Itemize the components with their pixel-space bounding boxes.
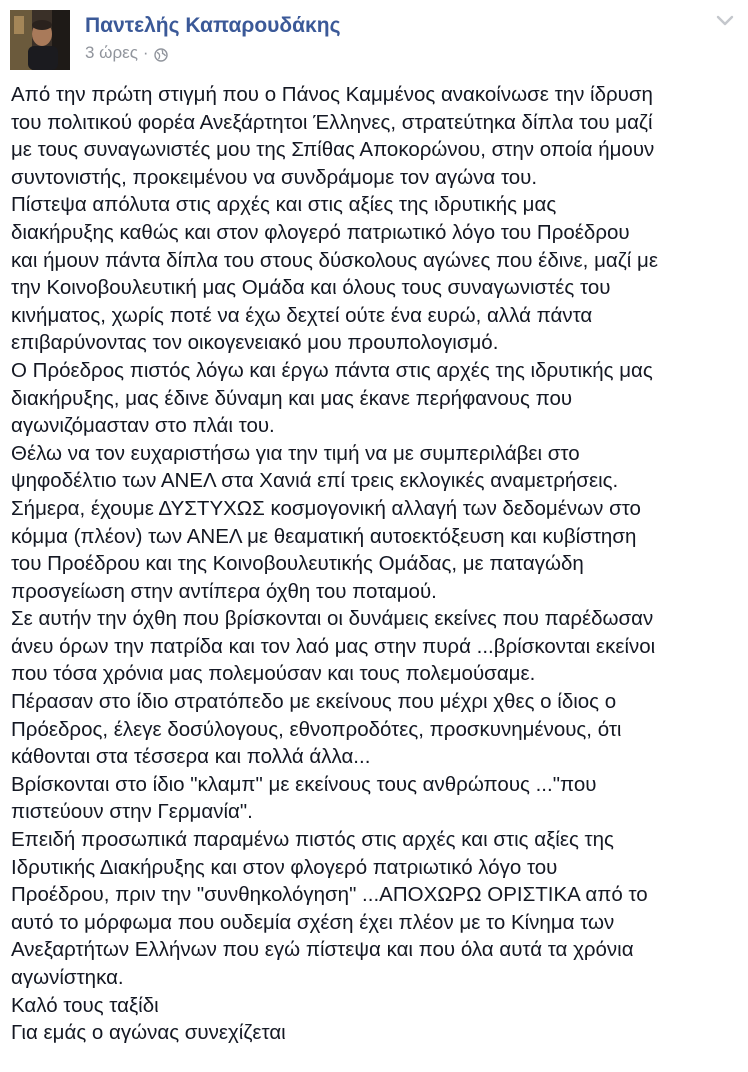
post-line: που τόσα χρόνια μας πολεμούσαν και τους πολεμούσαμε. <box>11 662 536 686</box>
post-line: Καλό τους ταξίδι <box>11 993 159 1017</box>
post-line: Σήμερα, έχουμε ΔΥΣΤΥΧΩΣ κοσμογονική αλλαγή των δεδομένων στο <box>11 496 641 520</box>
post-line: πιστεύουν στην Γερμανία". <box>11 800 253 824</box>
separator-dot: · <box>142 43 149 62</box>
post-line: Πίστεψα απόλυτα στις αρχές και στις αξίες της ιδρυτικής μας <box>11 193 557 217</box>
post-line: Θέλω να τον ευχαριστήσω για την τιμή να με συμπεριλάβει στο <box>11 441 580 465</box>
post-line: ψηφοδέλτιο των ΑΝΕΛ στα Χανιά επί τρεις εκλογικές αναμετρήσεις. <box>11 469 619 493</box>
post-line: Ο Πρόεδρος πιστός λόγω και έργω πάντα στις αρχές της ιδρυτικής μας <box>11 358 653 382</box>
post-line: κόμμα (πλέον) των ΑΝΕΛ με θεαματική αυτοεκτόξευση και κυβίστηση <box>11 524 637 548</box>
post-subline <box>85 42 341 64</box>
post-header <box>10 10 341 70</box>
post-line: Βρίσκονται στο ίδιο "κλαμπ" με εκείνους τους ανθρώπους ..."που <box>11 772 597 796</box>
post-line: συντονιστής, προκειμένου να συνδράμομε τον αγώνα του. <box>11 165 538 189</box>
post-line: αγωνιζόμασταν στο πλάι του. <box>11 414 275 438</box>
avatar-photo <box>10 10 70 70</box>
chevron-down-icon[interactable] <box>716 14 734 26</box>
post-line: Ιδρυτικής Διακήρυξης και στον φλογερό πατριωτικό λόγο του <box>11 855 558 879</box>
timestamp[interactable]: 3 ώρες <box>85 43 138 62</box>
post-line: την Κοινοβουλευτική μας Ομάδα και όλους τους συναγωνιστές του <box>11 276 611 300</box>
post-meta <box>85 13 341 64</box>
globe-icon[interactable] <box>154 46 168 60</box>
post-line: διακήρυξης, μας έδινε δύναμη και μας έκανε περήφανους που <box>11 386 573 410</box>
post-line: του Προέδρου και της Κοινοβουλευτικής Ομάδας, με παταγώδη <box>11 552 584 576</box>
post-line: Για εμάς ο αγώνας συνεχίζεται <box>11 1021 286 1045</box>
post-line: Πρόεδρος, έλεγε δοσύλογους, εθνοπροδότες, προσκυνημένους, ότι <box>11 717 622 741</box>
post-text <box>11 81 743 1047</box>
post-line: Επειδή προσωπικά παραμένω πιστός στις αρχές και στις αξίες της <box>11 828 614 852</box>
post-line: αυτό το μόρφωμα που ουδεμία σχέση έχει πλέον με το Κίνημα των <box>11 910 615 934</box>
post-line: Από την πρώτη στιγμή που ο Πάνος Καμμένος ανακοίνωσε την ίδρυση <box>11 83 653 106</box>
post-line: με τους συναγωνιστές μου της Σπίθας Αποκορώνου, στην οποία ήμουν <box>11 138 655 162</box>
post-line: Σε αυτήν την όχθη που βρίσκονται οι δυνάμεις εκείνες που παρέδωσαν <box>11 607 654 631</box>
post-line: άνευ όρων την πατρίδα και τον λαό μας στην πυρά ...βρίσκονται εκείνοι <box>11 634 656 658</box>
post-line: Προέδρου, πριν την "συνθηκολόγηση" ...ΑΠΟΧΩΡΩ ΟΡΙΣΤΙΚΑ από το <box>11 883 648 907</box>
post-line: αγωνίστηκα. <box>11 966 124 989</box>
post-line: επιβαρύνοντας τον οικογενειακό μου προυπολογισμό. <box>11 331 499 355</box>
post-line: του πολιτικού φορέα Ανεξάρτητοι Έλληνες, στρατεύτηκα δίπλα του μαζί <box>11 110 653 134</box>
post-line: Πέρασαν στο ίδιο στρατόπεδο με εκείνους που μέχρι χθες ο ίδιος ο <box>11 690 617 714</box>
post-line: προσγείωση στην αντίπερα όχθη του ποταμού. <box>11 579 437 603</box>
post-line: και ήμουν πάντα δίπλα του στους δύσκολους αγώνες που έδινε, μαζί με <box>11 248 658 272</box>
post-line: Ανεξαρτήτων Ελλήνων που εγώ πίστεψα και που όλα αυτά τα χρόνια <box>11 938 634 962</box>
post-line: κινήματος, χωρίς ποτέ να έχω δεχτεί ούτε ένα ευρώ, αλλά πάντα <box>11 303 593 327</box>
post-line: κάθονται στα τέσσερα και πολλά άλλα... <box>11 745 371 769</box>
author-name[interactable]: Παντελής Καπαρουδάκης <box>85 14 341 37</box>
post-line: διακήρυξης καθώς και στον φλογερό πατριωτικό λόγο του Προέδρου <box>11 220 630 244</box>
avatar[interactable] <box>10 10 70 70</box>
